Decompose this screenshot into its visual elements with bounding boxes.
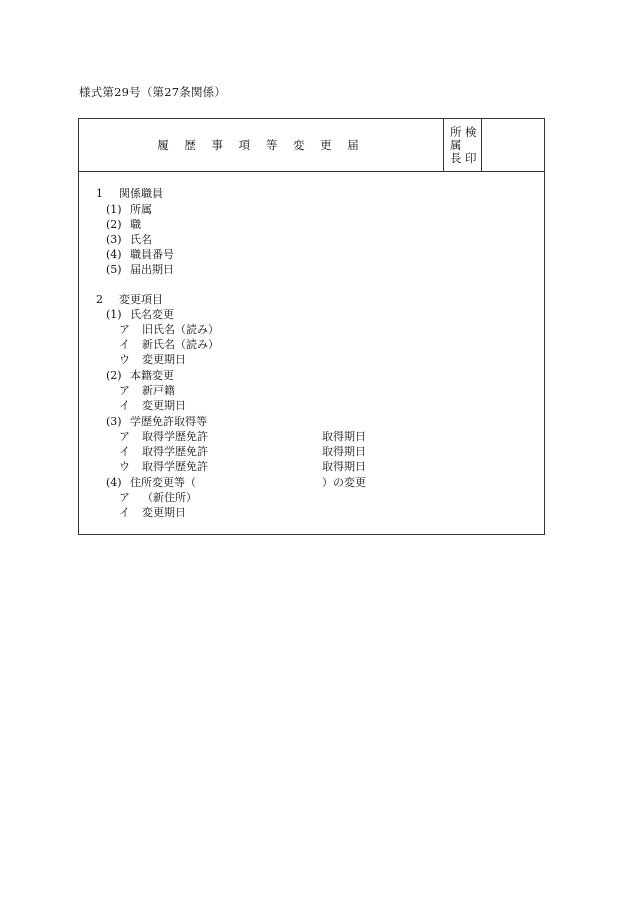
item-label: 氏名変更 [130, 308, 174, 321]
subitem-label: 取得学歴免許 [142, 430, 208, 443]
subitem-label: 変更期日 [142, 506, 186, 519]
approval-label-char: 長 [450, 151, 462, 165]
subitem-label: （新住所） [142, 491, 197, 504]
item-label: 本籍変更 [130, 369, 174, 382]
approval-label-char: 印 [465, 151, 477, 165]
section-heading: 変更項目 [119, 293, 163, 306]
subitem-kana: ウ [119, 460, 130, 473]
subitem-kana: ア [119, 491, 130, 504]
subitem-kana: ア [119, 323, 130, 336]
approval-label-box [443, 119, 482, 171]
item-number: (2) [106, 218, 122, 231]
item-number: (3) [106, 233, 122, 246]
subitem-label: 旧氏名（読み） [142, 323, 219, 336]
item-label: 学歴免許取得等 [130, 415, 207, 428]
header-divider [79, 171, 544, 172]
form-title: 履 歴 事 項 等 変 更 届 [157, 138, 365, 152]
subitem-label: 取得学歴免許 [142, 460, 208, 473]
subitem-kana: イ [119, 338, 130, 351]
item-right-label: ）の変更 [322, 476, 366, 489]
subitem-right-label: 取得期日 [322, 430, 366, 443]
subitem-label: 変更期日 [142, 399, 186, 412]
item-label: 職員番号 [130, 248, 174, 261]
section-number: 1 [96, 187, 103, 200]
item-label: 氏名 [130, 233, 152, 246]
approval-stamp-area[interactable] [482, 119, 544, 171]
subitem-label: 取得学歴免許 [142, 445, 208, 458]
item-number: (4) [106, 476, 122, 489]
section-heading: 関係職員 [119, 187, 163, 200]
item-label: 住所変更等（ [130, 476, 196, 489]
item-number: (5) [106, 263, 122, 276]
item-number: (1) [106, 308, 122, 321]
section-number: 2 [96, 293, 103, 306]
subitem-kana: ウ [119, 353, 130, 366]
approval-label-char: 所 [450, 125, 462, 139]
item-label: 届出期日 [130, 263, 174, 276]
form-number: 様式第29号（第27条関係） [79, 85, 227, 99]
subitem-kana: イ [119, 445, 130, 458]
subitem-kana: イ [119, 399, 130, 412]
item-number: (3) [106, 415, 122, 428]
item-number: (1) [106, 203, 122, 216]
approval-label-char: 属 [450, 138, 462, 152]
form-frame [78, 118, 545, 535]
subitem-label: 新戸籍 [142, 384, 175, 397]
subitem-right-label: 取得期日 [322, 460, 366, 473]
subitem-right-label: 取得期日 [322, 445, 366, 458]
subitem-kana: ア [119, 430, 130, 443]
item-number: (2) [106, 369, 122, 382]
item-label: 職 [130, 218, 141, 231]
subitem-kana: イ [119, 506, 130, 519]
subitem-label: 新氏名（読み） [142, 338, 219, 351]
subitem-label: 変更期日 [142, 353, 186, 366]
item-label: 所属 [130, 203, 152, 216]
subitem-kana: ア [119, 384, 130, 397]
approval-label-char: 検 [465, 125, 477, 139]
item-number: (4) [106, 248, 122, 261]
